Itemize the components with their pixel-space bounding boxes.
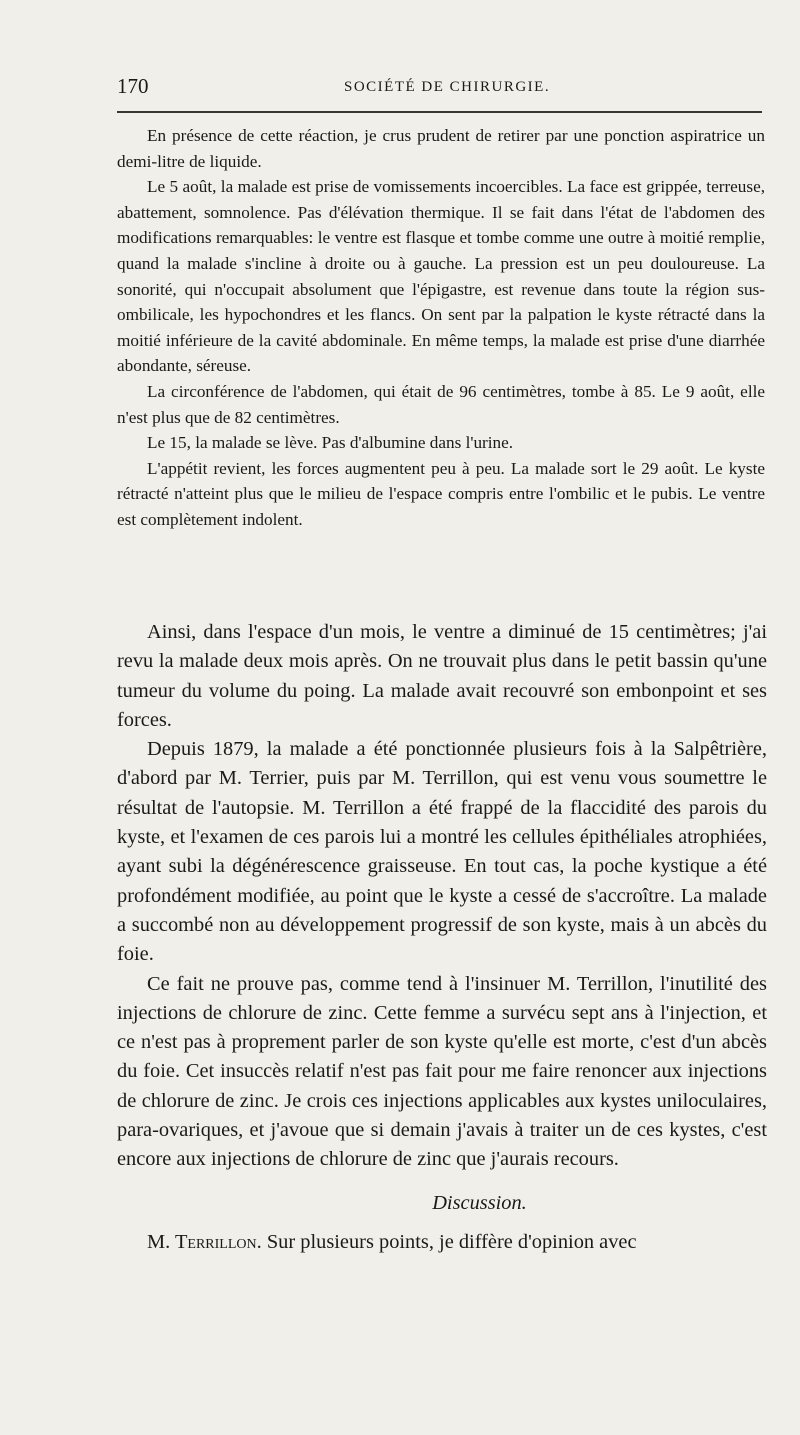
paragraph: L'appétit revient, les forces augmentent peu à peu. La malade sort le 29 août. Le kyste rétracté n'atteint plus que le milieu de l'espace compris entre l'ombilic et le pubis. Le ventre est complètement indolent. bbox=[117, 458, 765, 529]
paragraph: Depuis 1879, la malade a été ponctionnée plusieurs fois à la Salpêtrière, d'abord par M. Terrier, puis par M. Terrillon, qui est venu vous soumettre le résultat de l'autopsie. M. Terrillon a été frappé de la flaccidité des parois du kyste, et l'examen de ces parois lui a montré les cellules épithéliales atrophiées, ayant subi la dégénérescence graisseuse. En tout cas, la poche kystique a été profondément modifiée, au point que le kyste a cessé de s'accroître. La malade a succombé non au développement progressif de son kyste, mais à un abcès du foie. bbox=[117, 738, 767, 966]
main-text bbox=[117, 618, 767, 1257]
discussion-text: Sur plusieurs points, je diffère d'opinion avec bbox=[266, 1230, 637, 1253]
speaker-name: M. Terrillon. bbox=[147, 1230, 262, 1253]
paragraph: Le 15, la malade se lève. Pas d'albumine dans l'urine. bbox=[147, 433, 514, 453]
discussion-paragraph bbox=[117, 1228, 767, 1257]
page-header bbox=[117, 70, 760, 110]
paragraph: Le 5 août, la malade est prise de vomissements incoercibles. La face est grippée, terreuse, abattement, somnolence. Pas d'élévation thermique. Il se fait dans l'état de l'abdomen des modifications remarquables: le ventre est flasque et tombe comme une outre à moitié remplie, quand la malade s'incline à droite ou à gauche. La pression est un peu douloureuse. La sonorité, qui n'occupait absolument que l'épigastre, est revenue dans toute la région sus-ombilicale, les hypochondres et les flancs. On sent par la palpation le kyste rétracté dans la moitié inférieure de la cavité abdominale. En même temps, la malade est prise d'une diarrhée abondante, séreuse. bbox=[117, 177, 765, 376]
running-head: SOCIÉTÉ DE CHIRURGIE. bbox=[344, 79, 551, 95]
section-heading: Discussion. bbox=[432, 1191, 527, 1214]
paragraph: Ainsi, dans l'espace d'un mois, le ventre a diminué de 15 centimètres; j'ai revu la malade deux mois après. On ne trouvait plus dans le petit bassin qu'une tumeur du volume du poing. La malade avait recouvré son embonpoint et ses forces. bbox=[117, 621, 767, 731]
paragraph: La circonférence de l'abdomen, qui était de 96 centimètres, tombe à 85. Le 9 août, elle n'est plus que de 82 centimètres. bbox=[117, 381, 765, 427]
header-rule bbox=[117, 111, 762, 113]
case-notes bbox=[117, 123, 765, 533]
paragraph: Ce fait ne prouve pas, comme tend à l'insinuer M. Terrillon, l'inutilité des injections de chlorure de zinc. Cette femme a survécu sept ans à l'injection, et ce n'est pas à proprement parler de son kyste qu'elle est morte, c'est d'un abcès du foie. Cet insuccès relatif n'est pas fait pour me faire renoncer aux injections de chlorure de zinc. Je crois ces injections applicables aux kystes uniloculaires, para-ovariques, et j'avoue que si demain j'avais à traiter un de ces kystes, c'est encore aux injections de chlorure de zinc que j'aurais recours. bbox=[117, 972, 767, 1171]
paragraph: En présence de cette réaction, je crus prudent de retirer par une ponction aspiratrice un demi-litre de liquide. bbox=[117, 126, 765, 171]
page-number: 170 bbox=[117, 74, 149, 98]
